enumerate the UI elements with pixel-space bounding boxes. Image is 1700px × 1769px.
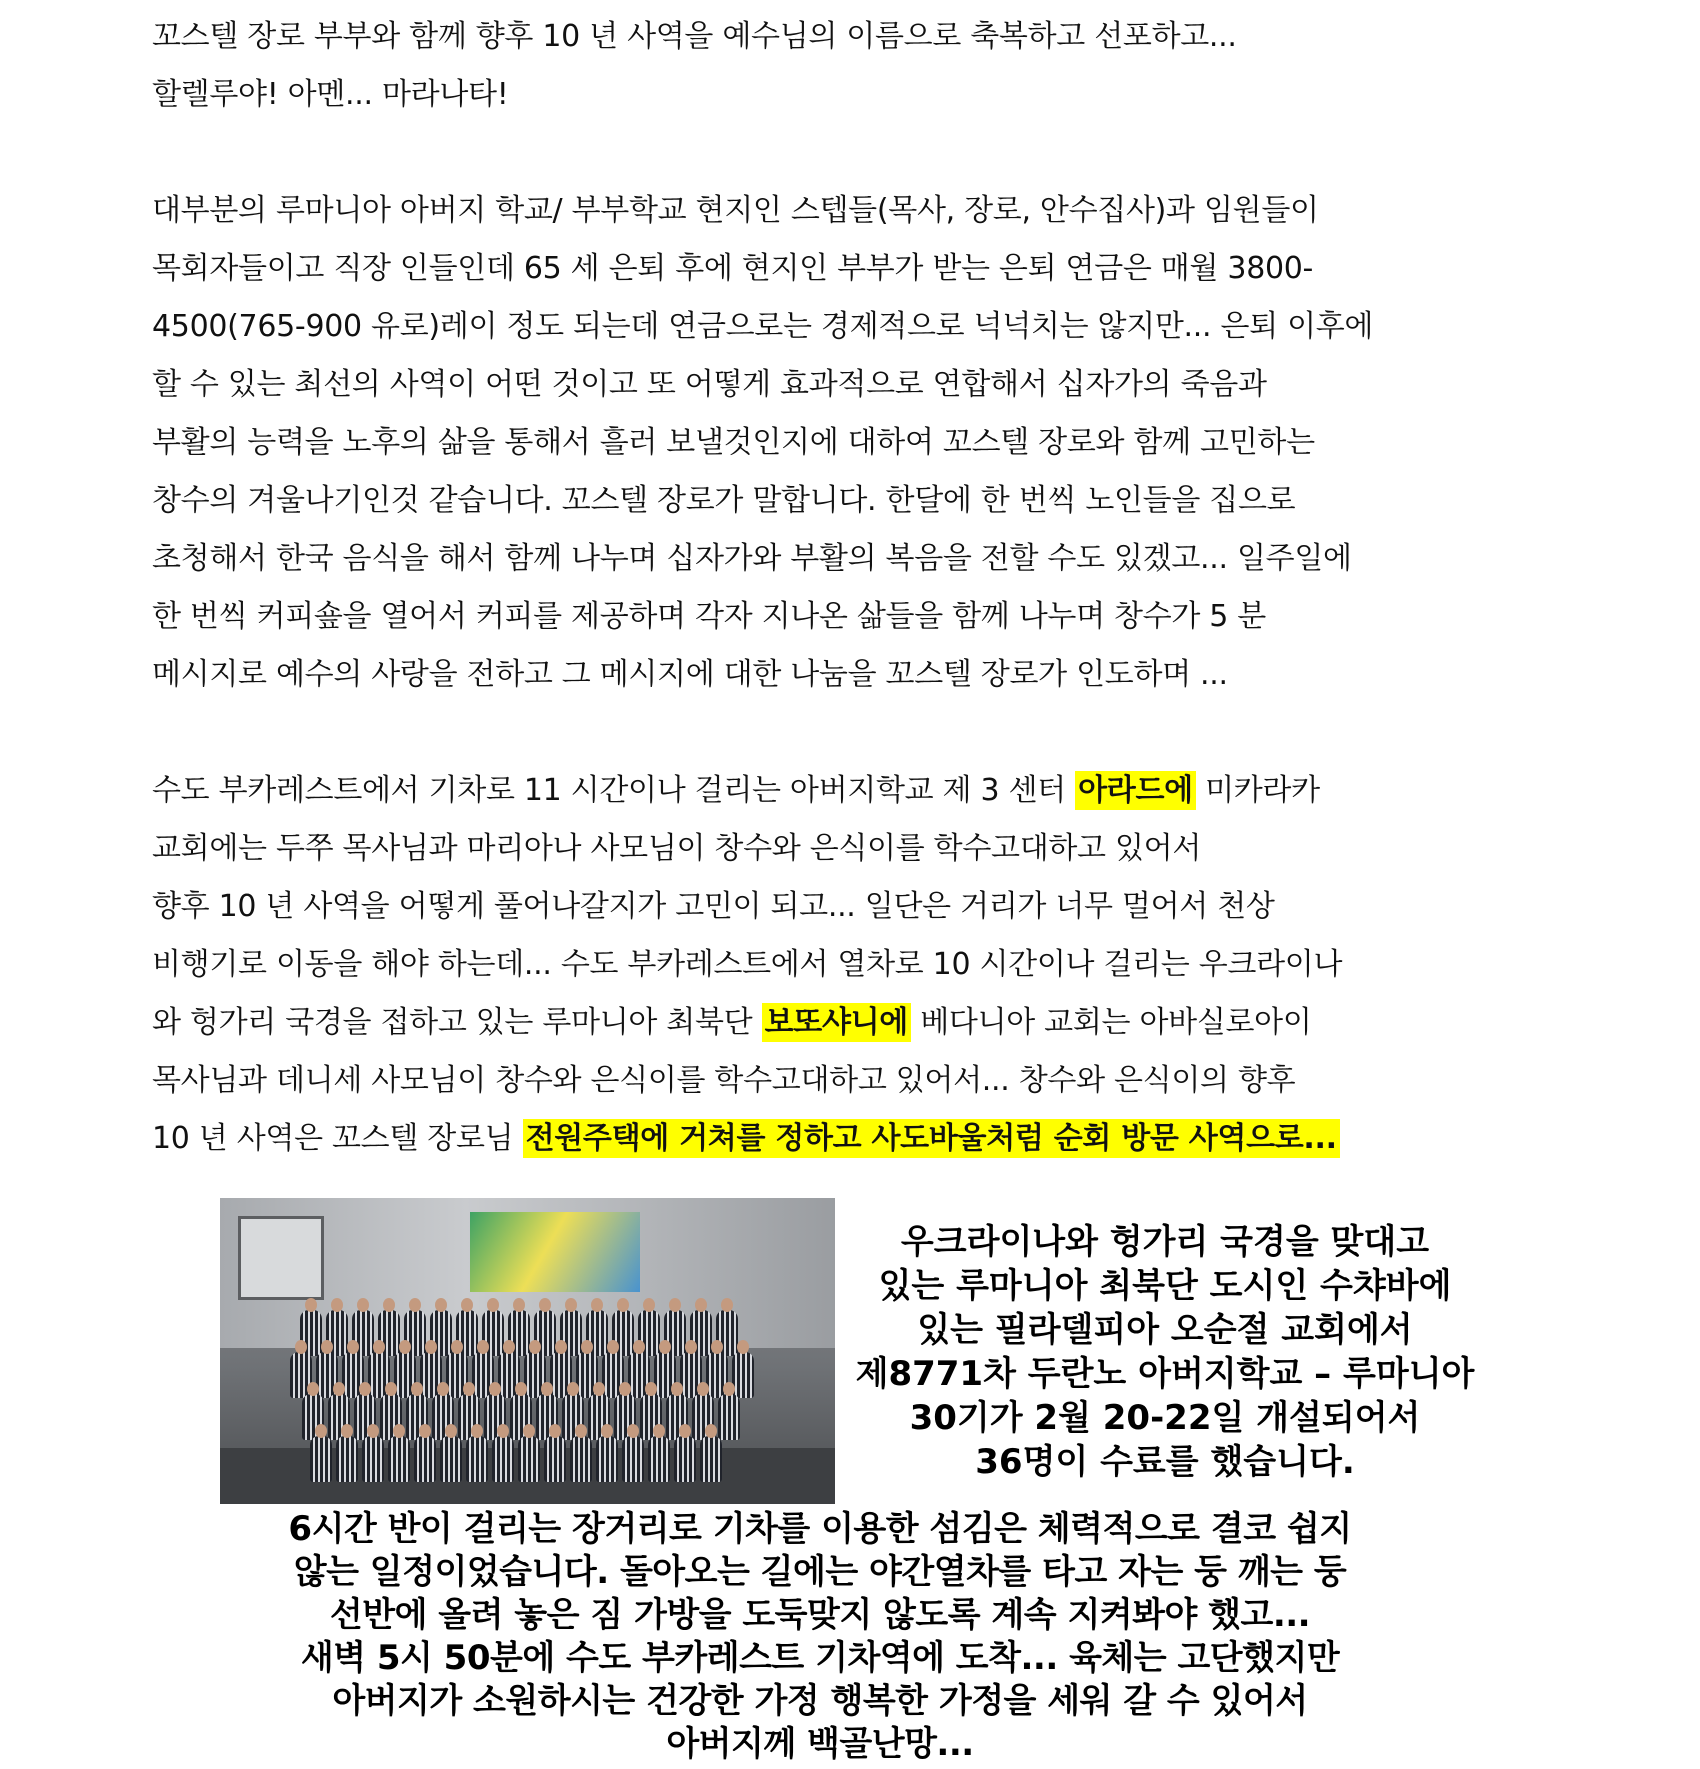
photo-person xyxy=(310,1436,332,1482)
text-line: 비행기로 이동을 해야 하는데... 수도 부카레스트에서 열차로 10 시간이나 걸리는 우크라이나 xyxy=(152,947,1343,982)
photo-person-head xyxy=(541,1382,553,1396)
photo-person xyxy=(732,1352,754,1398)
photo-person-head xyxy=(489,1382,501,1396)
blank-line xyxy=(152,124,1552,182)
photo-person xyxy=(700,1436,722,1482)
photo-person-head xyxy=(425,1340,437,1354)
photo-person-head xyxy=(643,1298,655,1312)
story-line: 않는 일정이었습니다. 돌아오는 길에는 야간열차를 타고 자는 둥 깨는 둥 xyxy=(293,1552,1347,1592)
photo-person-head xyxy=(513,1298,525,1312)
photo-person xyxy=(544,1436,566,1482)
photo-person-head xyxy=(321,1340,333,1354)
photo-person-head xyxy=(515,1382,527,1396)
photo-person-head xyxy=(593,1382,605,1396)
photo-person-head xyxy=(373,1340,385,1354)
photo-person-head xyxy=(419,1424,431,1438)
photo-person-head xyxy=(445,1424,457,1438)
photo-person-head xyxy=(333,1382,345,1396)
photo-person-head xyxy=(567,1382,579,1396)
text-line: 할 수 있는 최선의 사역이 어떤 것이고 또 어떻게 효과적으로 연합해서 십자가의 죽음과 xyxy=(152,367,1267,402)
photo-person-head xyxy=(705,1424,717,1438)
photo-person-head xyxy=(497,1424,509,1438)
photo-person xyxy=(648,1436,670,1482)
photo-person-head xyxy=(359,1382,371,1396)
photo-person-head xyxy=(653,1424,665,1438)
photo-person-head xyxy=(341,1424,353,1438)
text-segment: 수도 부카레스트에서 기차로 11 시간이나 걸리는 아버지학교 제 3 센터 xyxy=(152,773,1076,808)
text-line: 할렐루야! 아멘... 마라나타! xyxy=(152,77,509,112)
story-line: 6시간 반이 걸리는 장거리로 기차를 이용한 섬김은 체력적으로 결코 쉽지 xyxy=(288,1509,1352,1549)
text-line: 4500(765-900 유로)레이 정도 되는데 연금으로는 경제적으로 넉넉치는 않지만... 은퇴 이후에 xyxy=(152,309,1374,344)
photo-person-head xyxy=(659,1340,671,1354)
photo-person-head xyxy=(555,1340,567,1354)
photo-person-head xyxy=(601,1424,613,1438)
caption-line: 30기가 2월 20-22일 개설되어서 xyxy=(909,1398,1421,1438)
photo-person-head xyxy=(305,1298,317,1312)
photo-person-head xyxy=(315,1424,327,1438)
photo-person-head xyxy=(633,1340,645,1354)
photo-person xyxy=(570,1436,592,1482)
photo-person-head xyxy=(539,1298,551,1312)
caption-line: 우크라이나와 헝가리 국경을 맞대고 xyxy=(900,1222,1430,1262)
photo-person xyxy=(440,1436,462,1482)
photo-person-head xyxy=(437,1382,449,1396)
photo-person-head xyxy=(487,1298,499,1312)
group-photo xyxy=(220,1198,835,1504)
photo-crowd xyxy=(290,1278,760,1478)
caption-line: 36명이 수료를 했습니다. xyxy=(975,1442,1355,1482)
photo-person-head xyxy=(393,1424,405,1438)
photo-person-head xyxy=(669,1298,681,1312)
caption-line: 제8771차 두란노 아버지학교 – 루마니아 xyxy=(855,1354,1475,1394)
photo-person-head xyxy=(685,1340,697,1354)
photo-person-head xyxy=(679,1424,691,1438)
photo-person-head xyxy=(529,1340,541,1354)
text-line: 부활의 능력을 노후의 삶을 통해서 흘러 보낼것인지에 대하여 꼬스텔 장로와 함께 고민하는 xyxy=(152,425,1315,460)
highlight-botosani: 보또샤니에 xyxy=(762,1003,911,1042)
text-line: 교회에는 두쭈 목사님과 마리아나 사모님이 창수와 은식이를 학수고대하고 있어서 xyxy=(152,831,1202,866)
text-line: 목회자들이고 직장 인들인데 65 세 은퇴 후에 현지인 부부가 받는 은퇴 연금은 매월 3800- xyxy=(152,251,1314,286)
photo-person-head xyxy=(503,1340,515,1354)
text-segment: 10 년 사역은 꼬스텔 장로님 xyxy=(152,1121,523,1156)
photo-person-head xyxy=(461,1298,473,1312)
text-segment: 와 헝가리 국경을 접하고 있는 루마니아 최북단 xyxy=(152,1005,762,1040)
text-line: 메시지로 예수의 사랑을 전하고 그 메시지에 대한 나눔을 꼬스텔 장로가 인도하며 ... xyxy=(152,657,1228,692)
photo-person-head xyxy=(617,1298,629,1312)
highlight-final: 전원주택에 거쳐를 정하고 사도바울처럼 순회 방문 사역으로... xyxy=(523,1119,1340,1158)
photo-person xyxy=(362,1436,384,1482)
photo-person xyxy=(674,1436,696,1482)
photo-person xyxy=(388,1436,410,1482)
photo-person-head xyxy=(627,1424,639,1438)
photo-person-head xyxy=(409,1298,421,1312)
photo-person xyxy=(596,1436,618,1482)
photo-person-head xyxy=(645,1382,657,1396)
photo-person-head xyxy=(383,1298,395,1312)
photo-person-head xyxy=(711,1340,723,1354)
photo-person-head xyxy=(307,1382,319,1396)
photo-person-head xyxy=(723,1382,735,1396)
photo-person-head xyxy=(721,1298,733,1312)
story-paragraph xyxy=(200,1508,1440,1766)
photo-person-head xyxy=(575,1424,587,1438)
story-line: 아버지께 백골난망... xyxy=(666,1724,974,1764)
photo-person xyxy=(622,1436,644,1482)
text-line: 꼬스텔 장로 부부와 함께 향후 10 년 사역을 예수님의 이름으로 축복하고 선포하고... xyxy=(152,19,1237,54)
photo-person-head xyxy=(367,1424,379,1438)
photo-person-head xyxy=(581,1340,593,1354)
photo-person-head xyxy=(331,1298,343,1312)
story-line: 새벽 5시 50분에 수도 부카레스트 기차역에 도착... 육체는 고단했지만 xyxy=(300,1638,1340,1678)
photo-person-head xyxy=(695,1298,707,1312)
highlight-arad: 아라드에 xyxy=(1075,771,1196,810)
photo-person-head xyxy=(357,1298,369,1312)
photo-person-head xyxy=(671,1382,683,1396)
photo-person-head xyxy=(347,1340,359,1354)
photo-person-head xyxy=(399,1340,411,1354)
photo-person-head xyxy=(607,1340,619,1354)
photo-person-head xyxy=(591,1298,603,1312)
text-line: 초청해서 한국 음식을 해서 함께 나누며 십자가와 부활의 복음을 전할 수도 있겠고... 일주일에 xyxy=(152,541,1352,576)
text-line: 대부분의 루마니아 아버지 학교/ 부부학교 현지인 스텝들(목사, 장로, 안수집사)과 임원들이 xyxy=(152,193,1319,228)
story-line: 선반에 올려 놓은 짐 가방을 도둑맞지 않도록 계속 지켜봐야 했고... xyxy=(329,1595,1311,1635)
photo-person-head xyxy=(451,1340,463,1354)
text-line: 목사님과 데니세 사모님이 창수와 은식이를 학수고대하고 있어서... 창수와 은식이의 향후 xyxy=(152,1063,1296,1098)
photo-person-head xyxy=(565,1298,577,1312)
photo-person-head xyxy=(411,1382,423,1396)
photo-person-head xyxy=(471,1424,483,1438)
photo-person xyxy=(492,1436,514,1482)
caption-line: 있는 필라델피아 오순절 교회에서 xyxy=(917,1310,1413,1350)
photo-person-head xyxy=(619,1382,631,1396)
text-segment: 베다니아 교회는 아바실로아이 xyxy=(910,1005,1312,1040)
photo-person-head xyxy=(463,1382,475,1396)
photo-person-head xyxy=(295,1340,307,1354)
text-line-botosani xyxy=(152,994,1552,1052)
body-text xyxy=(152,8,1552,1168)
photo-person xyxy=(518,1436,540,1482)
caption-line: 있는 루마니아 최북단 도시인 수챠바에 xyxy=(878,1266,1452,1306)
photo-person-head xyxy=(737,1340,749,1354)
photo-person-head xyxy=(697,1382,709,1396)
text-line-arad xyxy=(152,762,1552,820)
photo-caption xyxy=(835,1220,1495,1484)
photo-person xyxy=(336,1436,358,1482)
text-line: 향후 10 년 사역을 어떻게 풀어나갈지가 고민이 되고... 일단은 거리가 너무 멀어서 천상 xyxy=(152,889,1275,924)
blank-line xyxy=(152,704,1552,762)
photo-person-head xyxy=(385,1382,397,1396)
photo-person-head xyxy=(435,1298,447,1312)
photo-person-head xyxy=(477,1340,489,1354)
text-segment: 미카라카 xyxy=(1195,773,1320,808)
text-line: 한 번씩 커피숖을 열어서 커피를 제공하며 각자 지나온 삶들을 함께 나누며 창수가 5 분 xyxy=(152,599,1266,634)
photo-person xyxy=(466,1436,488,1482)
text-line-final xyxy=(152,1110,1552,1168)
photo-person xyxy=(718,1394,740,1440)
story-line: 아버지가 소원하시는 건강한 가정 행복한 가정을 세워 갈 수 있어서 xyxy=(332,1681,1308,1721)
text-line: 창수의 겨울나기인것 같습니다. 꼬스텔 장로가 말합니다. 한달에 한 번씩 노인들을 집으로 xyxy=(152,483,1296,518)
photo-person-head xyxy=(523,1424,535,1438)
photo-person xyxy=(414,1436,436,1482)
photo-person-head xyxy=(549,1424,561,1438)
